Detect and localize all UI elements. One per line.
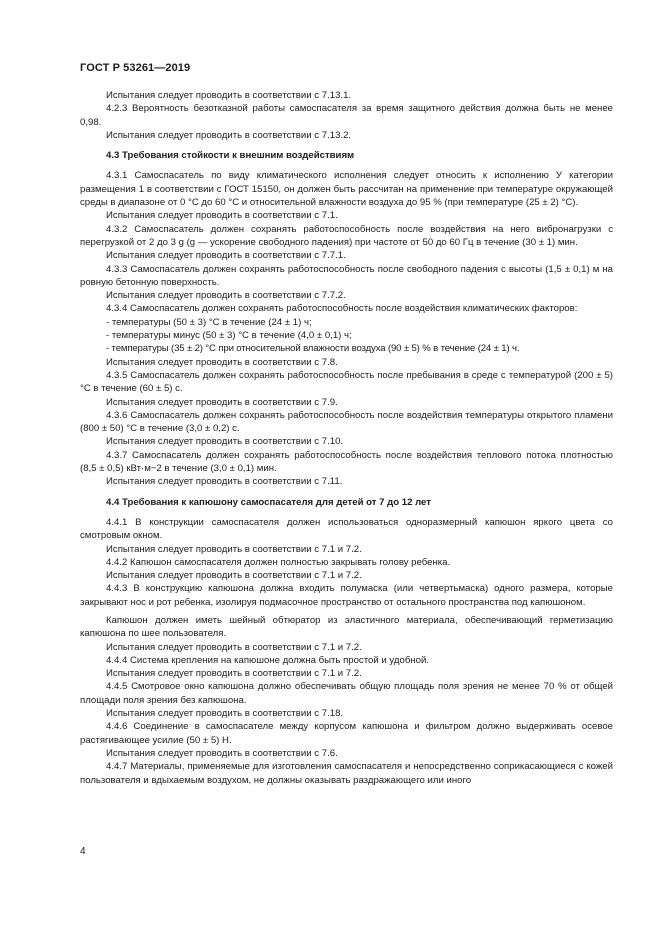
paragraph: 4.4.7 Материалы, применяемые для изготовления самоспасателя и непосредственно соприкасающиеся с кожей пользователя и вдыхаемым воздухом, не должны оказывать раздражающего или иного: [80, 761, 613, 786]
paragraph: Испытания следует проводить в соответствии с 7.9.: [106, 396, 338, 408]
paragraph: 4.3.7 Самоспасатель должен сохранять работоспособность после воздействия теплового потока плотностью (8,5 ± 0,5) кВт·м−2 в течение (3,0 ± 0,1) мин.: [80, 449, 613, 475]
paragraph: Испытания следует проводить в соответствии с 7.10.: [106, 436, 344, 448]
paragraph: 4.3.3 Самоспасатель должен сохранять работоспособность после свободного падения с высоты (1,5 ± 0,1) м на ровную бетонную поверхность.: [80, 263, 613, 288]
paragraph: 4.4.6 Соединение в самоспасателе между корпусом капюшона и фильтром должно выдерживать осевое растягивающее усилие (50 ± 5) Н.: [80, 721, 613, 746]
paragraph: Испытания следует проводить в соответствии с 7.7.2.: [106, 290, 346, 302]
page-number: 4: [80, 846, 86, 857]
paragraph: Испытания следует проводить в соответствии с 7.8.: [106, 356, 338, 368]
paragraph: Испытания следует проводить в соответствии с 7.6.: [106, 747, 338, 759]
paragraph: Испытания следует проводить в соответствии с 7.1 и 7.2.: [106, 570, 362, 582]
section-heading-4-3: 4.3 Требования стойкости к внешним воздействиям: [106, 150, 355, 162]
list-item: - температуры минус (50 ± 3) °С в течение (4,0 ± 0,1) ч;: [106, 330, 352, 342]
list-item: - температуры (50 ± 3) °С в течение (24 ± 1) ч;: [106, 316, 312, 328]
paragraph: Испытания следует проводить в соответствии с 7.1 и 7.2.: [106, 668, 362, 680]
paragraph: Испытания следует проводить в соответствии с 7.13.2.: [106, 129, 352, 141]
paragraph: Испытания следует проводить в соответствии с 7.1.: [106, 210, 338, 222]
list-item: - температуры (35 ± 2) °С при относительной влажности воздуха (90 ± 5) % в течение (24 ± 1) ч.: [106, 343, 520, 355]
paragraph: 4.3.2 Самоспасатель должен сохранять работоспособность после воздействия на него вибронагрузки с перегрузкой от 2 до 3 g (g — ускорение свободного падения) при частоте от 50 до 60 Гц в течение (30 ± 1) мин.: [80, 223, 613, 248]
paragraph: 4.4.2 Капюшон самоспасателя должен полностью закрывать голову ребенка.: [106, 556, 451, 568]
paragraph: 4.2.3 Вероятность безотказной работы самоспасателя за время защитного действия должна быть не менее 0,98.: [80, 103, 613, 128]
paragraph: 4.3.6 Самоспасатель должен сохранять работоспособность после воздействия температуры открытого пламени (800 ± 50) °С в течение (3,0 ± 0,2) с.: [80, 409, 613, 435]
paragraph: 4.3.4 Самоспасатель должен сохранять работоспособность после воздействия климатических факторов:: [106, 303, 578, 315]
paragraph: Испытания следует проводить в соответствии с 7.1 и 7.2.: [106, 543, 362, 555]
paragraph: Испытания следует проводить в соответствии с 7.13.1.: [106, 90, 352, 101]
paragraph: 4.4.3 В конструкцию капюшона должна входить полумаска (или четвертьмаска) одного размера, которые закрывают нос и рот ребенка, изолируя подмасочное пространство от остального пространства под капюшоном.: [80, 583, 613, 608]
paragraph: Испытания следует проводить в соответствии с 7.1 и 7.2.: [106, 641, 362, 653]
paragraph: Испытания следует проводить в соответствии с 7.18.: [106, 708, 344, 720]
paragraph: 4.4.1 В конструкции самоспасателя должен использоваться одноразмерный капюшон яркого цвета со смотровым окном.: [80, 516, 613, 542]
paragraph: 4.3.1 Самоспасатель по виду климатического исполнения следует относить к исполнению У категории размещения 1 в соответствии с ГОСТ 15150, он должен быть рассчитан на применение при температуре окружающей среды в диапазоне от 0 °С до 60 °С и относительной влажности воздуха до 95 % (при температуре (25 ± 2) °С).: [80, 170, 613, 209]
paragraph: 4.4.4 Система крепления на капюшоне должна быть простой и удобной.: [106, 654, 429, 666]
section-heading-4-4: 4.4 Требования к капюшону самоспасателя для детей от 7 до 12 лет: [106, 496, 431, 508]
document-code: ГОСТ Р 53261—2019: [80, 62, 191, 74]
paragraph: Испытания следует проводить в соответствии с 7.11.: [106, 476, 343, 488]
paragraph: 4.3.5 Самоспасатель должен сохранять работоспособность после пребывания в среде с температурой (200 ± 5) °С в течение (60 ± 5) с.: [80, 369, 613, 395]
document-body: [80, 89, 613, 787]
paragraph: Испытания следует проводить в соответствии с 7.7.1.: [106, 250, 346, 262]
paragraph: Капюшон должен иметь шейный обтюратор из эластичного материала, обеспечивающий герметизацию капюшона по шее пользователя.: [80, 614, 613, 640]
paragraph: 4.4.5 Смотровое окно капюшона должно обеспечивать общую площадь поля зрения не менее 70 % от общей площади поля зрения без капюшона.: [80, 681, 613, 706]
